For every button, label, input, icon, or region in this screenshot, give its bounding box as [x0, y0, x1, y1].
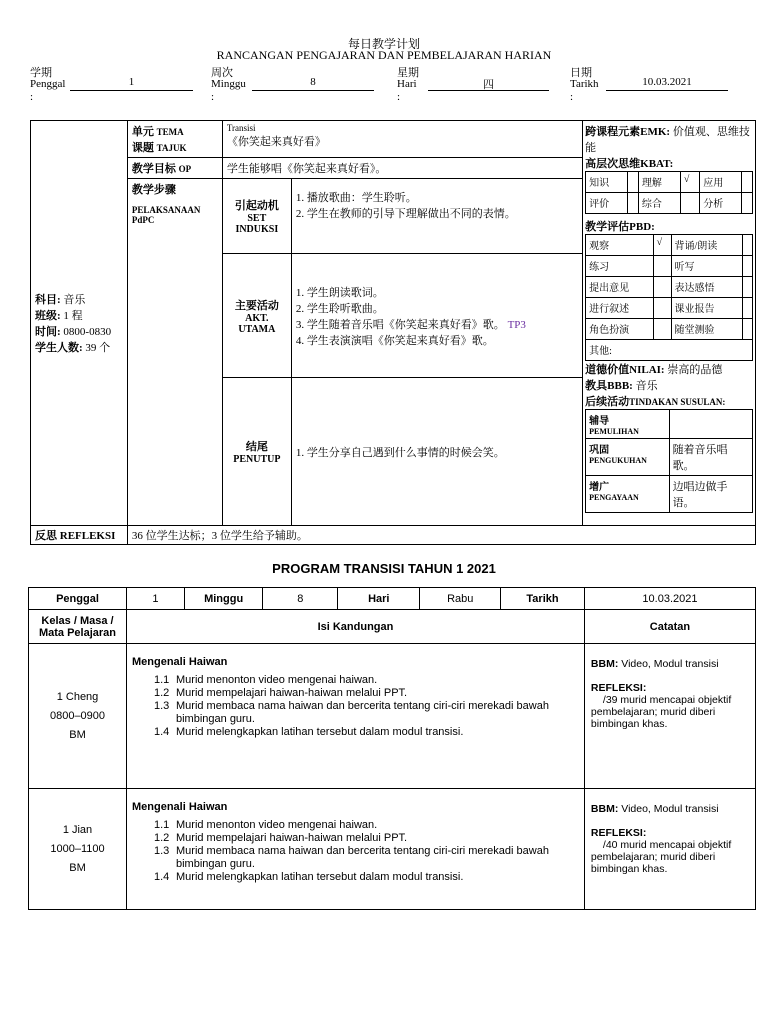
pbd-cell: 听写 [671, 256, 742, 277]
bbm-label: BBM: [590, 803, 619, 815]
kbat-cell: 知识 [586, 172, 628, 193]
pbd-cell: 随堂测验 [671, 319, 742, 340]
kbat-check [628, 172, 639, 193]
pemulihan-value [669, 410, 752, 439]
pbd-cell: 练习 [586, 256, 653, 277]
program-table [28, 587, 756, 910]
minggu-colon: : [211, 91, 215, 103]
hari-value: 四 [428, 76, 549, 91]
table-row [29, 789, 756, 910]
pbd-cell: 提出意见 [586, 277, 653, 298]
pbd-check [742, 235, 752, 256]
op-label [127, 158, 222, 179]
steps-cn: 教学步骤 [131, 184, 176, 196]
hari-label: Hari [397, 78, 417, 90]
kelas-cell [29, 644, 127, 789]
tajuk-cn: 课题 [131, 142, 154, 154]
pbd-cell: 进行叙述 [586, 298, 653, 319]
pengukuhan-cn: 巩固 [589, 445, 610, 456]
kbat-cell: 分析 [700, 193, 742, 214]
akt-item: 2. 学生聆听歌曲。 [295, 302, 384, 315]
bbm-label: BBM: [590, 658, 619, 670]
akt-label [222, 254, 291, 378]
pbd-table [585, 234, 753, 361]
kelas-name: 1 Cheng [56, 690, 99, 703]
refleksi-value: 36 位学生达标；3 位学生给予辅助。 [127, 526, 755, 545]
pengukuhan-ms: PENGUKUHAN [589, 456, 647, 465]
bbb-ms: BBB: [607, 380, 633, 392]
akt-ms: AKT. UTAMA [238, 312, 276, 335]
pbd-check [742, 256, 752, 277]
refleksi-label: REFLEKSI: [590, 827, 647, 839]
pemulihan-cn: 辅导 [589, 416, 610, 427]
refleksi-cn: 反思 [35, 530, 57, 542]
tarikh-colon: : [570, 91, 574, 103]
kbat-table [585, 171, 753, 214]
penggal-cell: 1 [127, 588, 185, 610]
pbd-check [653, 298, 671, 319]
pbd-ms: PBD: [629, 221, 655, 233]
tema-cn: 单元 [131, 126, 154, 138]
akt-cn: 主要活动 [234, 299, 279, 312]
pbd-check: √ [653, 235, 671, 256]
emk-cn: 跨课程元素 [585, 126, 641, 138]
kbat-cn: 高层次思维 [585, 158, 641, 170]
students-label: 学生人数: [35, 342, 83, 354]
refleksi-label [31, 526, 128, 545]
kbat-check: √ [680, 172, 699, 193]
penggal-label: Penggal [30, 78, 66, 90]
kelas-masa: 1000–1100 [50, 842, 105, 855]
bbm-value: Video, Modul transisi [621, 803, 719, 815]
col-catatan-header: Catatan [584, 610, 755, 644]
pbd-check [742, 277, 752, 298]
doc-title-ms: RANCANGAN PENGAJARAN DAN PEMBELAJARAN HARIAN [216, 48, 552, 62]
kbat-check [742, 172, 753, 193]
emk-ms: EMK: [640, 126, 671, 138]
minggu-label: Minggu [211, 78, 246, 90]
tema-ms: TEMA [156, 127, 184, 137]
akt-item: 3. 学生随着音乐唱《你笑起来真好看》歌。 [295, 318, 505, 331]
steps-ms: PELAKSANAAN PdPC [131, 205, 201, 225]
penggal-colon: : [30, 91, 34, 103]
emk-value: 价值观、思维技能 [585, 126, 750, 154]
akt-content [291, 254, 582, 378]
tarikh-value: 10.03.2021 [606, 76, 728, 91]
penutup-cn: 结尾 [245, 441, 268, 453]
penggal-cn: 学期 [30, 67, 52, 79]
tajuk-ms: TAJUK [156, 143, 187, 153]
bbb-value: 音乐 [635, 380, 658, 392]
catatan-cell [584, 789, 755, 910]
doc-title-cn: 每日教学计划 [347, 37, 420, 51]
op-ms: OP [178, 164, 192, 174]
tema-tajuk-value [222, 121, 582, 158]
tema-value: Transisi [226, 123, 256, 133]
tarikh-cn: 日期 [570, 67, 592, 79]
col-kelas-header: Kelas / Masa / Mata Pelajaran [29, 610, 127, 644]
kbat-cell: 综合 [638, 193, 680, 214]
penutup-content [291, 378, 582, 526]
table-row [29, 644, 756, 789]
refleksi-text: /40 murid mencapai objektif pembelajaran; murid diberi bimbingan khas. [590, 839, 732, 875]
pbd-cn: 教学评估 [585, 221, 630, 233]
kbat-cell: 理解 [638, 172, 680, 193]
rph-table [30, 120, 756, 545]
kbat-ms: KBAT: [640, 158, 674, 170]
pengayaan-ms: PENGAYAAN [589, 493, 639, 502]
pbd-check [742, 298, 752, 319]
kbat-check [742, 193, 753, 214]
isi-cell [127, 789, 585, 910]
minggu-header: Minggu [184, 588, 263, 610]
kbat-cell: 应用 [700, 172, 742, 193]
subject-value: 音乐 [63, 294, 86, 306]
list-item: 1.2 Murid mempelajari haiwan-haiwan melalui PPT. [154, 687, 408, 699]
list-item: 1.4 Murid melengkapkan latihan tersebut dalam modul transisi. [154, 726, 464, 738]
akt-item: 1. 学生朗读歌词。 [295, 286, 384, 299]
list-item: 1.3 Murid membaca nama haiwan dan bercerita tentang ciri-ciri merekadi bawah bimbingan guru. [154, 700, 549, 725]
set-item: 2. 学生在教师的引导下理解做出不同的表情。 [295, 208, 516, 220]
program-title: PROGRAM TRANSISI TAHUN 1 2021 [272, 561, 496, 576]
kelas-name: 1 Jian [62, 823, 93, 836]
penutup-label [222, 378, 291, 526]
kbat-check [628, 193, 639, 214]
penutup-ms: PENUTUP [233, 454, 281, 465]
pemulihan-ms: PEMULIHAN [589, 427, 639, 436]
hari-header: Hari [338, 588, 420, 610]
susulan-table [585, 409, 753, 513]
pbd-check [653, 319, 671, 340]
pengukuhan-value: 随着音乐唱歌。 [669, 439, 752, 476]
minggu-value: 8 [252, 76, 374, 91]
set-content [291, 179, 582, 254]
class-label: 班级: [35, 310, 61, 322]
kbat-cell: 评价 [586, 193, 628, 214]
subject-info-cell [31, 121, 128, 526]
op-value: 学生能够唱《你笑起来真好看》。 [222, 158, 582, 179]
pbd-cell: 背诵/朗读 [671, 235, 742, 256]
pbd-cell: 表达感悟 [671, 277, 742, 298]
topic-title: Mengenali Haiwan [132, 656, 228, 668]
minggu-cn: 周次 [211, 67, 233, 79]
kbat-check [680, 193, 699, 214]
refleksi-ms: REFLEKSI [59, 530, 116, 542]
set-ms: SET INDUKSI [235, 213, 279, 235]
pbd-check [742, 319, 752, 340]
tp-badge: TP3 [507, 318, 526, 331]
refleksi-text: /39 murid mencapai objektif pembelajaran; murid diberi bimbingan khas. [590, 694, 732, 730]
pengayaan-cn: 增广 [589, 482, 610, 493]
pbd-cell: 角色扮演 [586, 319, 653, 340]
class-value: 1 程 [63, 310, 83, 322]
tarikh-label: Tarikh [570, 78, 599, 90]
right-panel [583, 121, 756, 526]
list-item: 1.1 Murid menonton video mengenai haiwan. [154, 674, 378, 686]
penggal-header: Penggal [29, 588, 127, 610]
topic-title: Mengenali Haiwan [132, 801, 228, 813]
bbm-value: Video, Modul transisi [621, 658, 719, 670]
steps-label [127, 179, 222, 526]
susulan-ms: TINDAKAN SUSULAN: [629, 397, 726, 407]
bbb-cn: 教具 [585, 380, 608, 392]
subject-label: 科目: [35, 294, 61, 306]
list-item: 1.4 Murid melengkapkan latihan tersebut dalam modul transisi. [154, 871, 464, 883]
hari-cell: Rabu [420, 588, 501, 610]
refleksi-label: REFLEKSI: [590, 682, 647, 694]
nilai-ms: NILAI: [629, 364, 665, 376]
tarikh-cell: 10.03.2021 [584, 588, 755, 610]
tajuk-value: 《你笑起来真好看》 [226, 136, 326, 148]
list-item: 1.3 Murid membaca nama haiwan dan bercerita tentang ciri-ciri merekadi bawah bimbingan guru. [154, 845, 549, 870]
hari-colon: : [397, 91, 401, 103]
tarikh-header: Tarikh [501, 588, 585, 610]
isi-cell [127, 644, 585, 789]
pbd-cell: 观察 [586, 235, 653, 256]
set-label [222, 179, 291, 254]
set-cn: 引起动机 [234, 200, 279, 212]
pbd-other: 其他: [586, 340, 753, 361]
time-label: 时间: [35, 326, 61, 338]
penutup-item: 1. 学生分享自己遇到什么事情的时候会笑。 [295, 446, 505, 459]
col-isi-header: Isi Kandungan [127, 610, 585, 644]
pengayaan-value: 边唱边做手语。 [669, 476, 752, 513]
penggal-value: 1 [70, 76, 193, 91]
pbd-check [653, 277, 671, 298]
pbd-check [653, 256, 671, 277]
nilai-cn: 道德价值 [585, 364, 630, 376]
minggu-cell: 8 [263, 588, 338, 610]
susulan-cn: 后续活动 [585, 396, 630, 408]
kelas-masa: 0800–0900 [49, 709, 106, 722]
kelas-cell [29, 789, 127, 910]
catatan-cell [584, 644, 755, 789]
akt-item: 4. 学生表演演唱《你笑起来真好看》歌。 [295, 334, 494, 347]
time-value: 0800-0830 [63, 326, 112, 338]
kelas-mp: BM [69, 861, 86, 874]
nilai-value: 崇高的品德 [667, 364, 723, 376]
set-item: 1. 播放歌曲：学生聆听。 [295, 192, 417, 204]
op-cn: 教学目标 [131, 163, 176, 175]
list-item: 1.1 Murid menonton video mengenai haiwan. [154, 819, 378, 831]
list-item: 1.2 Murid mempelajari haiwan-haiwan melalui PPT. [154, 832, 408, 844]
tema-tajuk-label [127, 121, 222, 158]
hari-cn: 星期 [397, 67, 419, 79]
students-value: 39 个 [85, 342, 111, 354]
pbd-cell: 课业报告 [671, 298, 742, 319]
kelas-mp: BM [69, 728, 86, 741]
